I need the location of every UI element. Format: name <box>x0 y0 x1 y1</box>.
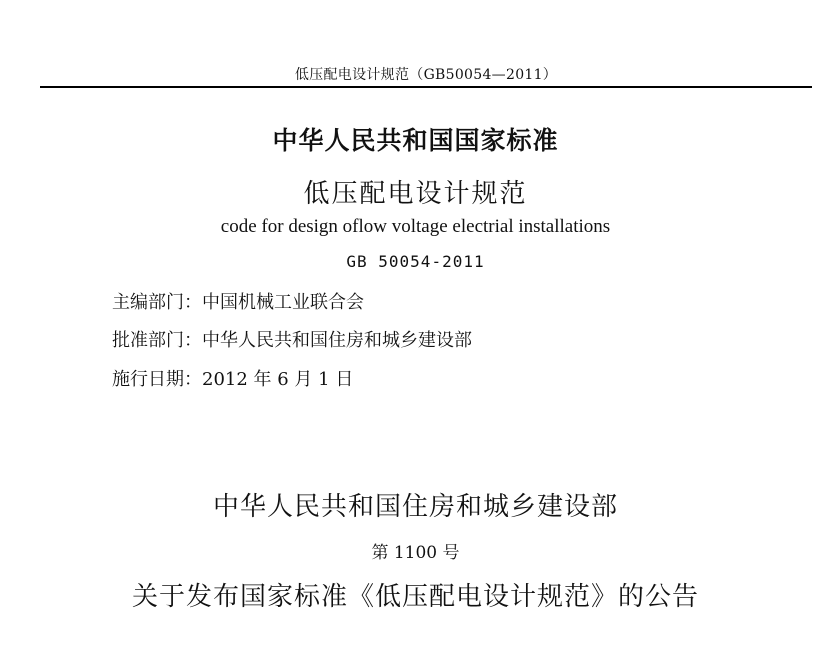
document-title-english: code for design oflow voltage electrial installations <box>220 216 611 237</box>
announcement-issuer: 中华人民共和国住房和城乡建设部 <box>212 492 618 522</box>
document-title-chinese: 低压配电设计规范 <box>303 179 528 209</box>
announcement-title: 关于发布国家标准《低压配电设计规范》的公告 <box>131 582 699 612</box>
announcement-number: 第 1100 号 <box>371 543 460 563</box>
header-rule <box>40 86 812 88</box>
running-header: 低压配电设计规范（GB50054—2011） <box>294 67 558 83</box>
meta-row-effective-date <box>112 365 353 391</box>
meta-label: 施行日期： <box>112 369 202 390</box>
meta-value: 中国机械工业联合会 <box>202 292 364 313</box>
meta-row-chief-editor <box>112 288 364 314</box>
meta-label: 主编部门： <box>112 292 202 313</box>
meta-value: 中华人民共和国住房和城乡建设部 <box>202 330 472 351</box>
meta-value: 2012 年 6 月 1 日 <box>202 369 354 390</box>
meta-row-approver <box>112 326 472 352</box>
meta-label: 批准部门： <box>112 330 202 351</box>
national-standard-heading: 中华人民共和国国家标准 <box>272 126 559 155</box>
standard-code: GB 50054-2011 <box>346 252 485 271</box>
